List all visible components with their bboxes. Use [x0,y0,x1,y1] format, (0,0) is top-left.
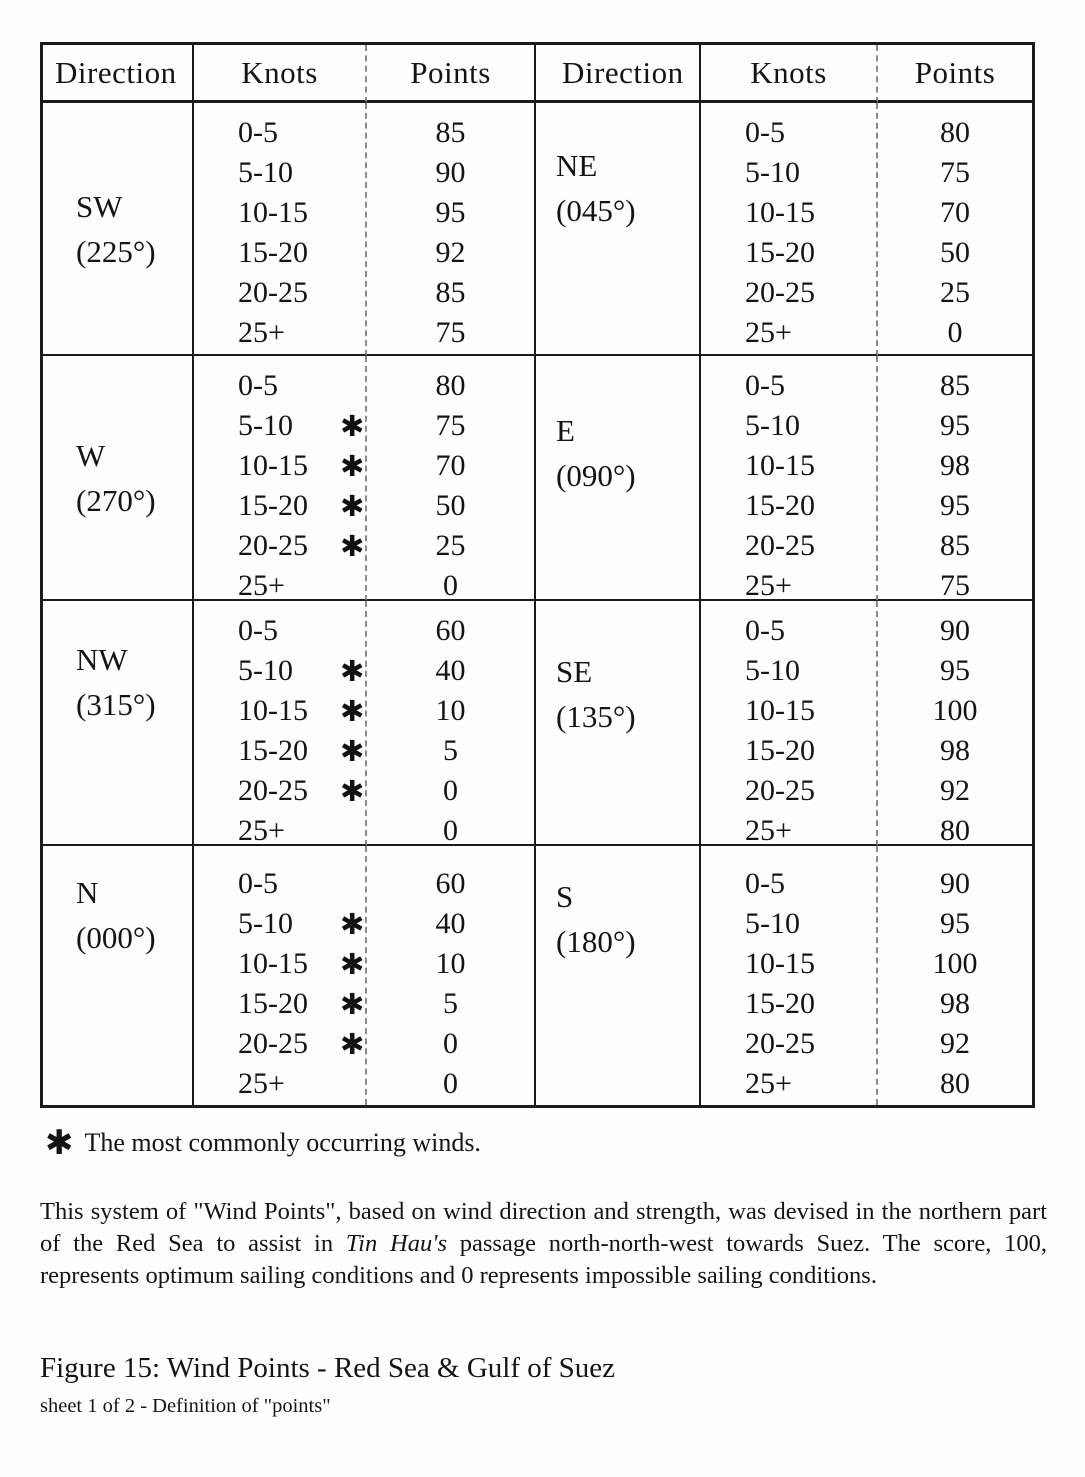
knots-range: 25+ [238,316,285,349]
knots-range: 20-25 [745,1027,815,1060]
points-value: 95 [435,196,466,229]
sheet-caption: sheet 1 of 2 - Definition of "points" [40,1395,331,1417]
knots-row [745,406,876,446]
knots-row [238,446,365,486]
knots-range: 5-10 [238,156,293,189]
knots-row [238,691,365,731]
knots-row [238,864,365,904]
knots-range: 15-20 [745,236,815,269]
knots-row [745,984,876,1024]
points-value: 0 [443,1067,458,1100]
knots-range: 10-15 [745,196,815,229]
direction-cell [43,601,194,846]
knots-cell [194,356,367,601]
direction-degrees: (000°) [76,920,156,955]
knots-row [238,1024,365,1064]
figure-caption: Figure 15: Wind Points - Red Sea & Gulf of Suez [40,1352,616,1384]
points-cell [367,601,536,846]
points-value: 85 [940,369,970,402]
direction-cell [536,356,701,601]
knots-range: 15-20 [238,987,308,1020]
knots-range: 5-10 [238,409,293,442]
points-value: 70 [435,449,466,482]
paragraph-text-start: This system of "Wind Points", based on wind direction and strength, was devised in the northern part of the Red Sea to assist in [40,1198,1047,1257]
knots-range: 0-5 [238,867,278,900]
common-wind-asterisk-icon: ✱ [340,409,365,443]
points-value: 0 [443,814,458,846]
points-value: 0 [443,569,458,601]
points-value: 92 [940,1027,970,1060]
direction-cell [43,103,194,356]
knots-row [745,864,876,904]
knots-row [238,651,365,691]
knots-range: 0-5 [238,614,278,647]
knots-range: 10-15 [745,694,815,727]
points-value: 0 [443,1027,458,1060]
knots-range: 5-10 [745,907,800,940]
direction-cell [43,356,194,601]
points-value: 50 [435,489,466,522]
direction-name: N [76,875,99,910]
common-wind-asterisk-icon: ✱ [340,694,365,728]
points-value: 10 [435,694,466,727]
direction-cell [43,846,194,1105]
points-value: 95 [940,907,970,940]
vessel-name: Tin Hau's [345,1230,447,1257]
direction-degrees: (270°) [76,482,156,518]
points-value: 75 [940,156,970,189]
points-cell [367,356,536,601]
points-value: 75 [940,569,970,601]
knots-range: 20-25 [238,774,308,807]
knots-range: 0-5 [745,614,785,647]
knots-range: 0-5 [745,369,785,402]
knots-cell [701,356,878,601]
points-value: 100 [932,947,978,980]
header-knots-left: Knots [194,45,367,103]
direction-cell [536,846,701,1105]
knots-row [745,611,876,651]
points-value: 80 [435,369,466,402]
knots-range: 5-10 [238,654,293,687]
knots-row [238,193,365,233]
common-wind-asterisk-icon: ✱ [340,529,365,563]
points-value: 92 [940,774,970,807]
common-wind-asterisk-icon: ✱ [340,734,365,768]
knots-range: 20-25 [745,529,815,562]
knots-range: 5-10 [745,156,800,189]
direction-degrees: (090°) [556,458,636,493]
knots-range: 5-10 [745,654,800,687]
points-value: 95 [940,654,970,687]
points-value: 80 [940,116,970,149]
knots-row [745,771,876,811]
points-value: 92 [435,236,466,269]
points-value: 100 [932,694,978,727]
knots-row [745,691,876,731]
knots-range: 15-20 [238,236,308,269]
direction-name: NE [556,148,598,183]
knots-cell [701,846,878,1105]
points-cell [367,846,536,1105]
points-value: 40 [435,654,466,687]
knots-row [238,811,365,846]
knots-row [238,731,365,771]
header-points-right: Points [878,45,1032,103]
points-cell [878,846,1032,1105]
points-value: 90 [940,867,970,900]
knots-cell [194,601,367,846]
knots-row [238,233,365,273]
common-wind-asterisk-icon: ✱ [340,907,365,941]
common-wind-asterisk-icon: ✱ [340,987,365,1021]
knots-range: 15-20 [745,987,815,1020]
points-value: 95 [940,489,970,522]
footnote-text: The most commonly occurring winds. [84,1128,481,1157]
points-value: 90 [435,156,466,189]
points-cell [878,103,1032,356]
knots-range: 20-25 [238,276,308,309]
knots-range: 25+ [238,814,285,846]
points-value: 25 [940,276,970,309]
points-value: 0 [443,774,458,807]
knots-row [238,313,365,353]
knots-range: 25+ [745,1067,792,1100]
paragraph-text-end: passage north-north-west towards Suez. The score, 100, represents optimum sailing conditions and 0 represents impossible sailing conditions. [40,1230,1047,1289]
knots-range: 25+ [745,569,792,601]
knots-range: 15-20 [238,489,308,522]
direction-degrees: (315°) [76,687,156,722]
points-value: 90 [940,614,970,647]
asterisk-icon: ✱ [45,1123,74,1163]
knots-row [745,731,876,771]
points-value: 50 [940,236,970,269]
points-cell [367,103,536,356]
knots-range: 20-25 [745,276,815,309]
knots-range: 10-15 [238,196,308,229]
knots-row [745,811,876,846]
knots-row [238,904,365,944]
knots-row [745,233,876,273]
points-value: 95 [940,409,970,442]
knots-range: 15-20 [745,489,815,522]
points-value: 75 [435,316,466,349]
knots-range: 15-20 [238,734,308,767]
direction-degrees: (225°) [76,233,156,269]
points-value: 75 [435,409,466,442]
knots-range: 25+ [745,814,792,846]
knots-range: 5-10 [745,409,800,442]
knots-row [745,366,876,406]
knots-row [745,313,876,353]
header-direction-left: Direction [43,45,194,103]
direction-name: SW [76,188,123,224]
knots-row [745,193,876,233]
knots-row [745,113,876,153]
common-wind-asterisk-icon: ✱ [340,947,365,981]
knots-cell [701,103,878,356]
common-wind-asterisk-icon: ✱ [340,774,365,808]
knots-range: 0-5 [745,116,785,149]
knots-row [745,944,876,984]
knots-row [745,153,876,193]
common-wind-asterisk-icon: ✱ [340,489,365,523]
header-direction-right: Direction [536,45,701,103]
knots-range: 10-15 [745,947,815,980]
knots-row [745,1024,876,1064]
knots-row [238,113,365,153]
points-value: 5 [443,734,458,767]
direction-degrees: (180°) [556,924,636,959]
points-value: 0 [947,316,963,349]
direction-degrees: (045°) [556,193,636,228]
points-value: 60 [435,867,466,900]
points-value: 85 [940,529,970,562]
points-cell [878,601,1032,846]
direction-name: E [556,413,575,448]
direction-name: SE [556,654,593,689]
points-value: 5 [443,987,458,1020]
points-cell [878,356,1032,601]
knots-cell [194,103,367,356]
knots-row [238,944,365,984]
knots-row [238,526,365,566]
points-value: 10 [435,947,466,980]
knots-row [238,153,365,193]
direction-name: NW [76,642,128,677]
knots-range: 0-5 [238,369,278,402]
knots-range: 10-15 [238,947,308,980]
points-value: 70 [940,196,970,229]
common-wind-asterisk-icon: ✱ [340,1027,365,1061]
common-wind-asterisk-icon: ✱ [340,654,365,688]
direction-cell [536,601,701,846]
points-value: 98 [940,449,970,482]
knots-range: 10-15 [238,694,308,727]
knots-row [238,984,365,1024]
direction-name: W [76,437,106,473]
knots-row [745,273,876,313]
knots-row [745,446,876,486]
knots-range: 25+ [238,569,285,601]
knots-range: 20-25 [238,1027,308,1060]
points-value: 40 [435,907,466,940]
knots-row [238,273,365,313]
knots-row [745,1064,876,1104]
knots-row [238,771,365,811]
knots-row [238,566,365,601]
knots-range: 20-25 [238,529,308,562]
knots-row [745,486,876,526]
points-value: 25 [435,529,466,562]
points-value: 85 [435,276,466,309]
knots-row [745,904,876,944]
knots-cell [194,846,367,1105]
direction-cell [536,103,701,356]
knots-cell [701,601,878,846]
knots-row [238,611,365,651]
knots-row [238,366,365,406]
header-points-left: Points [367,45,536,103]
points-value: 98 [940,987,970,1020]
knots-row [238,406,365,446]
header-knots-right: Knots [701,45,878,103]
knots-row [238,1064,365,1104]
knots-range: 10-15 [238,449,308,482]
direction-name: S [556,879,574,914]
points-value: 80 [940,814,970,846]
knots-range: 20-25 [745,774,815,807]
knots-row [745,526,876,566]
knots-range: 25+ [745,316,792,349]
knots-range: 0-5 [745,867,785,900]
footnote [45,1124,481,1162]
knots-range: 15-20 [745,734,815,767]
points-value: 98 [940,734,970,767]
points-value: 85 [435,116,466,149]
wind-points-table [40,42,1035,1108]
knots-range: 10-15 [745,449,815,482]
knots-range: 5-10 [238,907,293,940]
knots-range: 0-5 [238,116,278,149]
knots-row [745,651,876,691]
knots-row [745,566,876,601]
direction-degrees: (135°) [556,699,636,734]
points-value: 60 [435,614,466,647]
description-paragraph [40,1196,1047,1292]
knots-range: 25+ [238,1067,285,1100]
points-value: 80 [940,1067,970,1100]
knots-row [238,486,365,526]
common-wind-asterisk-icon: ✱ [340,449,365,483]
